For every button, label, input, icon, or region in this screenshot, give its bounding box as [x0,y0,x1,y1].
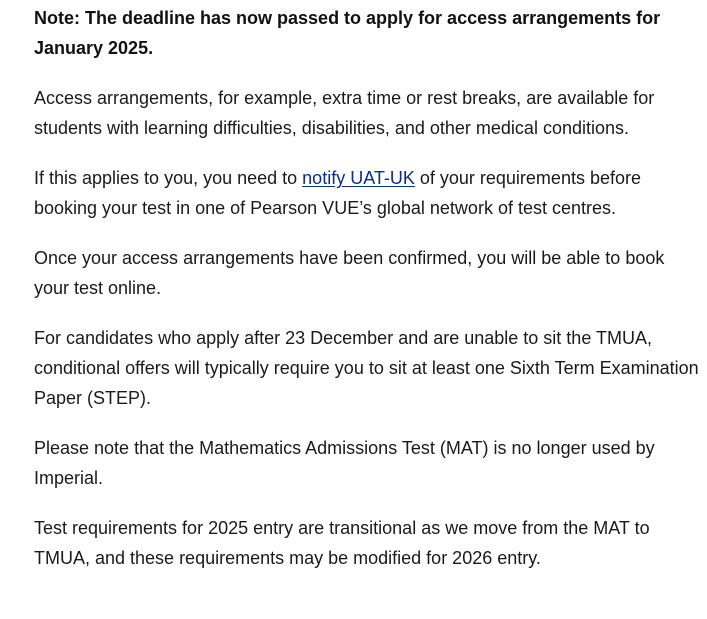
deadline-note: Note: The deadline has now passed to apply for access arrangements for January 2025. [34,8,661,58]
notify-text-after: of your requirements before booking your test in one of Pearson VUE’s global network of test centres. [34,168,641,218]
requirements-paragraph: Test requirements for 2025 entry are transitional as we move from the MAT to TMUA, and these requirements may be modified for 2026 entry. [34,518,650,568]
notify-paragraph [34,163,704,223]
notify-text-before: If this applies to you, you need to [34,168,303,188]
late-candidates-paragraph: For candidates who apply after 23 December and are unable to sit the TMUA, conditional offers will typically require you to sit at least one Sixth Term Examination Paper (STEP). [34,328,699,408]
article-body [34,3,704,593]
confirmed-paragraph: Once your access arrangements have been confirmed, you will be able to book your test online. [34,248,665,298]
mat-note-paragraph: Please note that the Mathematics Admissions Test (MAT) is no longer used by Imperial. [34,438,655,488]
access-arrangements-paragraph: Access arrangements, for example, extra time or rest breaks, are available for students with learning difficulties, disabilities, and other medical conditions. [34,88,655,138]
notify-uat-uk-link[interactable]: notify UAT-UK [302,168,415,188]
